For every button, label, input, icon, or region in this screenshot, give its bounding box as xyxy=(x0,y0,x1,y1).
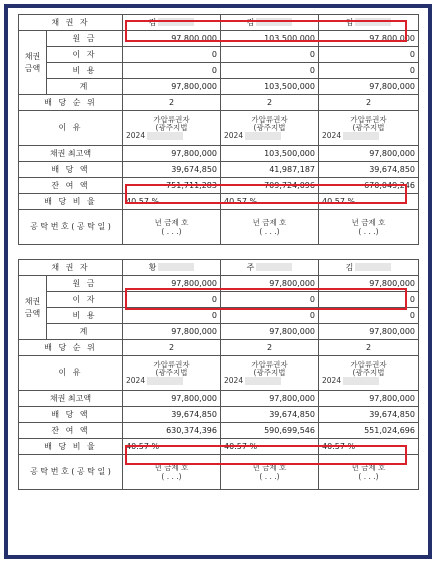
total-label: 계 xyxy=(47,324,123,340)
highlight-box-dividend-1 xyxy=(125,184,407,204)
remaining-value: 590,699,546 xyxy=(221,423,319,439)
remaining-value: 670,049,246 xyxy=(319,178,419,194)
reason-row xyxy=(19,356,419,391)
cost-value: 0 xyxy=(319,63,419,79)
max-claim-value: 103,500,000 xyxy=(221,146,319,162)
cost-label: 비 용 xyxy=(47,308,123,324)
reason-value: 가압류권자 (광주지법 2024 xyxy=(123,356,221,391)
principal-value: 97,800,000 xyxy=(319,31,419,47)
creditor-label: 채 권 자 xyxy=(19,15,123,31)
dividend-row xyxy=(19,407,419,423)
total-row xyxy=(19,79,419,95)
reason-label: 이 유 xyxy=(19,356,123,391)
remaining-value: 751,711,283 xyxy=(123,178,221,194)
distribution-table-1 xyxy=(18,14,419,245)
remaining-row xyxy=(19,423,419,439)
total-row xyxy=(19,324,419,340)
creditor-name: 김 xyxy=(123,15,221,31)
max-claim-value: 97,800,000 xyxy=(319,146,419,162)
interest-value: 0 xyxy=(123,292,221,308)
reason-label: 이 유 xyxy=(19,111,123,146)
interest-value: 0 xyxy=(123,47,221,63)
principal-label: 원 금 xyxy=(47,31,123,47)
rank-label: 배 당 순 위 xyxy=(19,340,123,356)
remaining-label: 잔 여 액 xyxy=(19,423,123,439)
dividend-row xyxy=(19,162,419,178)
principal-value: 97,800,000 xyxy=(123,276,221,292)
cost-label: 비 용 xyxy=(47,63,123,79)
max-claim-label: 채권 최고액 xyxy=(19,146,123,162)
ratio-value: 40.57 % xyxy=(319,439,419,455)
max-claim-value: 97,800,000 xyxy=(123,146,221,162)
dividend-value: 39,674,850 xyxy=(319,407,419,423)
deposit-label: 공 탁 번 호 ( 공 탁 일 ) xyxy=(19,210,123,245)
interest-label: 이 자 xyxy=(47,292,123,308)
deposit-value: 년 금제 호 ( . . .) xyxy=(123,455,221,490)
interest-value: 0 xyxy=(319,292,419,308)
cost-value: 0 xyxy=(221,308,319,324)
creditor-label: 채 권 자 xyxy=(19,260,123,276)
remaining-value: 551,024,696 xyxy=(319,423,419,439)
creditor-name: 주 xyxy=(221,260,319,276)
principal-value: 97,800,000 xyxy=(319,276,419,292)
table-gap xyxy=(18,245,418,259)
total-value: 97,800,000 xyxy=(123,324,221,340)
claim-amount-label: 채권 금액 xyxy=(19,31,47,95)
principal-label: 원 금 xyxy=(47,276,123,292)
cost-value: 0 xyxy=(123,308,221,324)
claim-amount-label: 채권 금액 xyxy=(19,276,47,340)
ratio-label: 배 당 비 율 xyxy=(19,194,123,210)
cost-value: 0 xyxy=(123,63,221,79)
deposit-value: 년 금제 호 ( . . .) xyxy=(319,210,419,245)
dividend-value: 39,674,850 xyxy=(123,407,221,423)
interest-value: 0 xyxy=(221,47,319,63)
reason-value: 가압류권자 (광주지법 2024 xyxy=(319,356,419,391)
deposit-value: 년 금제 호 ( . . .) xyxy=(221,455,319,490)
creditor-name: 김 xyxy=(319,260,419,276)
rank-value: 2 xyxy=(123,95,221,111)
rank-row xyxy=(19,340,419,356)
interest-row xyxy=(19,47,419,63)
max-claim-label: 채권 최고액 xyxy=(19,391,123,407)
ratio-value: 40.57 % xyxy=(221,439,319,455)
interest-value: 0 xyxy=(221,292,319,308)
creditor-name: 임 xyxy=(319,15,419,31)
total-value: 103,500,000 xyxy=(221,79,319,95)
remaining-value: 709,724,096 xyxy=(221,178,319,194)
reason-value: 가압류권자 (광주지법 2024 xyxy=(123,111,221,146)
max-claim-value: 97,800,000 xyxy=(123,391,221,407)
reason-value: 가압류권자 (광주지법 2024 xyxy=(319,111,419,146)
max-claim-row xyxy=(19,146,419,162)
max-claim-value: 97,800,000 xyxy=(319,391,419,407)
dividend-value: 41,987,187 xyxy=(221,162,319,178)
document-frame xyxy=(4,4,432,559)
rank-value: 2 xyxy=(319,95,419,111)
ratio-value: 40.57 % xyxy=(221,194,319,210)
deposit-row xyxy=(19,210,419,245)
reason-row xyxy=(19,111,419,146)
principal-value: 103,500,000 xyxy=(221,31,319,47)
deposit-value: 년 금제 호 ( . . .) xyxy=(123,210,221,245)
dividend-value: 39,674,850 xyxy=(221,407,319,423)
deposit-value: 년 금제 호 ( . . .) xyxy=(319,455,419,490)
interest-value: 0 xyxy=(319,47,419,63)
ratio-label: 배 당 비 율 xyxy=(19,439,123,455)
dividend-value: 39,674,850 xyxy=(319,162,419,178)
cost-row xyxy=(19,63,419,79)
highlight-box-dividend-2 xyxy=(125,445,407,465)
principal-value: 97,800,000 xyxy=(123,31,221,47)
max-claim-value: 97,800,000 xyxy=(221,391,319,407)
dividend-label: 배 당 액 xyxy=(19,407,123,423)
creditor-name: 김 xyxy=(221,15,319,31)
ratio-value: 40.57 % xyxy=(123,439,221,455)
principal-value: 97,800,000 xyxy=(221,276,319,292)
highlight-box-creditors-1 xyxy=(125,20,407,42)
rank-value: 2 xyxy=(221,340,319,356)
rank-value: 2 xyxy=(221,95,319,111)
total-value: 97,800,000 xyxy=(319,79,419,95)
ratio-value: 40.57 % xyxy=(123,194,221,210)
interest-label: 이 자 xyxy=(47,47,123,63)
total-value: 97,800,000 xyxy=(123,79,221,95)
total-label: 계 xyxy=(47,79,123,95)
rank-row xyxy=(19,95,419,111)
remaining-value: 630,374,396 xyxy=(123,423,221,439)
dividend-label: 배 당 액 xyxy=(19,162,123,178)
creditor-row xyxy=(19,260,419,276)
rank-label: 배 당 순 위 xyxy=(19,95,123,111)
rank-value: 2 xyxy=(123,340,221,356)
max-claim-row xyxy=(19,391,419,407)
highlight-box-creditors-2 xyxy=(125,288,407,310)
cost-value: 0 xyxy=(221,63,319,79)
remaining-label: 잔 여 액 xyxy=(19,178,123,194)
creditor-name: 황 xyxy=(123,260,221,276)
distribution-sheet xyxy=(18,14,418,490)
dividend-value: 39,674,850 xyxy=(123,162,221,178)
ratio-value: 40.57 % xyxy=(319,194,419,210)
cost-value: 0 xyxy=(319,308,419,324)
reason-value: 가압류권자 (광주지법 2024 xyxy=(221,111,319,146)
total-value: 97,800,000 xyxy=(221,324,319,340)
rank-value: 2 xyxy=(319,340,419,356)
total-value: 97,800,000 xyxy=(319,324,419,340)
reason-value: 가압류권자 (광주지법 2024 xyxy=(221,356,319,391)
deposit-label: 공 탁 번 호 ( 공 탁 일 ) xyxy=(19,455,123,490)
deposit-value: 년 금제 호 ( . . .) xyxy=(221,210,319,245)
